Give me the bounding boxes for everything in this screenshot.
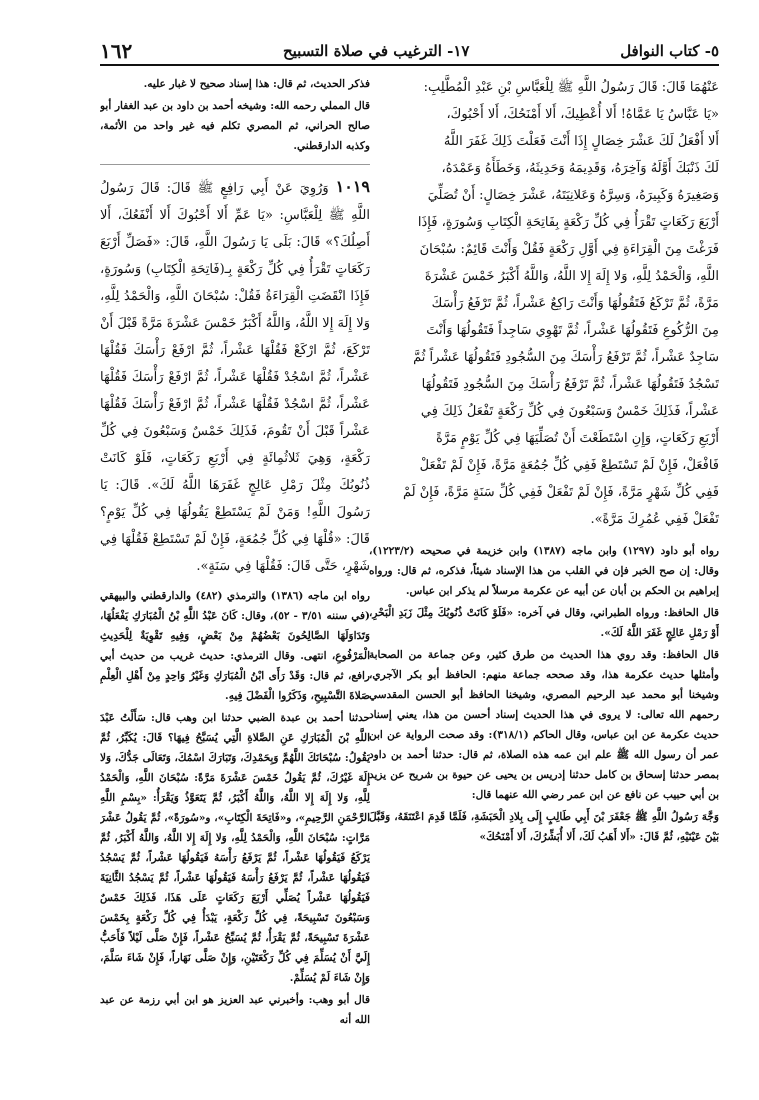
text-line: «يَا عَبَّاسُ يَا عَمَّاهُ! أَلا أُعْطِيكَ، أَلا أَمْنَحُكَ، أَلا أَحْبُوكَ، (446, 107, 719, 122)
text-line: عَشْراً، فَذَلِكَ خَمْسٌ وَسَبْعُونَ فِي كُلِّ رَكْعَةٍ تَفْعَلُ ذَلِكَ فِي (420, 404, 719, 419)
text-line: اللَّهِ، وَالْحَمْدُ لِلَّهِ، وَلا إِلَهَ إِلا اللَّهُ، وَاللَّهُ أَكْبَرُ خَمْسَ عَشْرَةَ (424, 269, 719, 284)
text-line: أَرْبَعَ رَكَعَاتٍ تَقْرَأُ فِي كُلِّ رَكْعَةٍ بِفَاتِحَةِ الْكِتَابِ وَسُورَةٍ، فَإِذَا (417, 215, 719, 230)
chapter-title: ١٧- الترغيب في صلاة التسبيح (282, 42, 470, 60)
footnote: قال المملي رحمه الله: وشيخه أحمد بن داود بن عبد الغفار أبو صالح الحراني، ثم المصري تكلم فيه غير واحد من الأئمة، وكذبه الدارقطني. (100, 100, 370, 152)
text-line: فَفِي كُلِّ شَهْرٍ مَرَّةً، فَإِنْ لَمْ تَفْعَلْ فَفِي كُلِّ سَنَةٍ مَرَّةً، فَإِنْ لَمْ (402, 485, 719, 500)
divider (100, 164, 370, 165)
text-line: مِنَ الرُّكُوعِ فَتَقُولُهَا عَشْراً، ثُمَّ تَهْوِي سَاجِداً فَتَقُولُهَا وَأَنْتَ (426, 323, 719, 338)
footnote: رواه ابن ماجه (١٣٨٦) والترمذي (٤٨٢) والدارقطني والبيهقي (في سننه ٣/٥١ - ٥٢)، وقال: كَانَ عَبْدُ اللَّهِ بْنُ الْمُبَارَكِ يَفْعَلُهَا، وَتَدَاوَلَهَا الصَّالِحُونَ بَعْضُهُمْ مِنْ بَعْضٍ، وَفِيهِ تَقْوِيَةٌ لِلْحَدِيثِ الْمَرْفُوعِ، انتهى. وقال الترمذي: حديث غريب من حديث أبي رافع، ثم قال: وَقَدْ رَأَى ابْنُ الْمُبَارَكِ وَغَيْرُ وَاحِدٍ مِنْ أَهْلِ الْعِلْمِ صَلاةَ التَّسْبِيحِ، وَذَكَرُوا الْفَضْلَ فِيهِ. (100, 590, 370, 702)
text-line: فَافْعَلْ، فَإِنْ لَمْ تَسْتَطِعْ فَفِي كُلِّ جُمُعَةٍ مَرَّةً، فَإِنْ لَمْ تَفْعَلْ (419, 458, 719, 473)
hadith-number: ١٠١٩ (335, 177, 370, 196)
text-line: وَصَغِيرَهُ وَكَبِيرَهُ، وَسِرَّهُ وَعَلانِيَتَهُ، عَشْرَ خِصَالٍ: أَنْ تُصَلِّيَ (427, 188, 719, 203)
text-line: عَنْهُمَا قَالَ: قَالَ رَسُولُ اللَّهِ ﷺ لِلْعَبَّاسِ بْنِ عَبْدِ الْمُطَّلِبِ: (423, 80, 719, 95)
right-column (369, 74, 719, 1084)
text-line: تَسْجُدُ فَتَقُولُهَا عَشْراً، ثُمَّ تَرْفَعُ رَأْسَكَ مِنَ السُّجُودِ فَتَقُولُهَا (421, 377, 719, 392)
page-header (100, 38, 719, 66)
footnote: حدثنا أحمد بن عبدة الضبي حدثنا ابن وهب قال: سَأَلْتُ عَبْدَ اللَّهِ بْنَ الْمُبَارَكِ عَنِ الصَّلاةِ الَّتِي يُسَبَّحُ فِيهَا؟ قَالَ: يُكَبِّرُ، ثُمَّ يَقُولُ: سُبْحَانَكَ اللَّهُمَّ وَبِحَمْدِكَ، وَتَبَارَكَ اسْمُكَ، وَتَعَالَى جَدُّكَ، وَلا إِلَهَ غَيْرُكَ، ثُمَّ يَقُولُ خَمْسَ عَشْرَةَ مَرَّةً: سُبْحَانَ اللَّهِ، وَالْحَمْدُ لِلَّهِ، وَلا إِلَهَ إِلا اللَّهُ، وَاللَّهُ أَكْبَرُ، ثُمَّ يَتَعَوَّذُ وَيَقْرَأُ: «بِسْمِ اللَّهِ الرَّحْمَنِ الرَّحِيمِ»، و«فَاتِحَةَ الْكِتَابِ»، و«سُورَةً»، ثُمَّ يَقُولُ عَشْرَ مَرَّاتٍ: سُبْحَانَ اللَّهِ، وَالْحَمْدُ لِلَّهِ، وَلا إِلَهَ إِلا اللَّهُ، وَاللَّهُ أَكْبَرُ، ثُمَّ يَرْكَعُ فَيَقُولُهَا عَشْراً، ثُمَّ يَرْفَعُ رَأْسَهُ فَيَقُولُهَا عَشْراً، ثُمَّ يَسْجُدُ فَيَقُولُهَا عَشْراً، ثُمَّ يَرْفَعُ رَأْسَهُ فَيَقُولُهَا عَشْراً، ثُمَّ يَسْجُدُ الثَّانِيَةَ فَيَقُولُهَا عَشْراً يُصَلِّي أَرْبَعَ رَكَعَاتٍ عَلَى هَذَا، فَذَلِكَ خَمْسٌ وَسَبْعُونَ تَسْبِيحَةً، فِي كُلِّ رَكْعَةٍ، يَبْدَأُ فِي كُلِّ رَكْعَةٍ بِخَمْسَ عَشْرَةَ تَسْبِيحَةً، ثُمَّ يَقْرَأُ، ثُمَّ يُسَبِّحُ عَشْراً، فَإِنْ صَلَّى لَيْلاً فَأَحَبُّ إِلَيَّ أَنْ يُسَلِّمَ فِي كُلِّ رَكْعَتَيْنِ، وَإِنْ صَلَّى نَهَاراً، فَإِنْ شَاءَ سَلَّمَ، وَإِنْ شَاءَ لَمْ يُسَلِّمْ. (100, 712, 370, 984)
hadith-paragraph (100, 173, 370, 580)
hadith-text (369, 74, 719, 533)
left-column (100, 74, 370, 1084)
footnote: قال الحافظ: وقد روي هذا الحديث من طرق كثير، وعن جماعة من الصحابة وأمثلها حديث عكرمة هذا، وقد صححه جماعة منهم: الحافظ أبو بكر الآجري، وشيخنا أبو محمد عبد الرحيم المصري، وشيخنا الحافظ أبو الحسن المقدسي رحمهم الله تعالى: لا يروى في هذا الحديث إسناد أحسن من هذا، يعني إسناد حديث عكرمة عن ابن عباس، وقال الحاكم (٣١٨/١): وقد صحت الرواية عن ابن عمر أن رسول الله ﷺ علم ابن عمه هذه الصلاة، ثم قال: حدثنا أحمد بن داود بمصر حدثنا إسحاق بن كامل حدثنا إدريس بن يحيى عن حيوة بن شريح عن يزيد بن أبي حبيب عن نافع عن ابن عمر رضي الله عنهما قال: (369, 649, 719, 801)
text-line: أَلا أَفْعَلُ لَكَ عَشْرَ خِصَالٍ إِذَا أَنْتَ فَعَلْتَ ذَلِكَ غَفَرَ اللَّهُ (443, 134, 719, 149)
footnote: قال أبو وهب: وأخبرني عبد العزيز هو ابن أبي رزمة عن عبد الله أنه (100, 994, 370, 1026)
hadith-text: وَرُوِيَ عَنْ أَبِي رَافِعٍ ﷺ قَالَ: قَالَ رَسُولُ اللَّهِ ﷺ لِلْعَبَّاسِ: «يَا عَمِّ أَلا أَحْبُوكَ أَلا أَنْفَعُكَ، أَلا أَصِلُكَ؟» قَالَ: بَلَى يَا رَسُولَ اللَّهِ، قَالَ: «فَصَلِّ أَرْبَعَ رَكَعَاتٍ تَقْرَأُ فِي كُلِّ رَكْعَةٍ بِـ(فَاتِحَةِ الْكِتَابِ) وَسُورَةٍ، فَإِذَا انْقَضَتِ الْقِرَاءَةُ فَقُلْ: سُبْحَانَ اللَّهِ، وَالْحَمْدُ لِلَّهِ، وَلا إِلَهَ إِلا اللَّهُ، وَاللَّهُ أَكْبَرُ خَمْسَ عَشْرَةَ مَرَّةً قَبْلَ أَنْ تَرْكَعَ، ثُمَّ ارْكَعْ فَقُلْهَا عَشْراً، ثُمَّ ارْفَعْ رَأْسَكَ فَقُلْهَا عَشْراً، ثُمَّ اسْجُدْ فَقُلْهَا عَشْراً، ثُمَّ ارْفَعْ رَأْسَكَ فَقُلْهَا عَشْراً، ثُمَّ اسْجُدْ فَقُلْهَا عَشْراً، ثُمَّ ارْفَعْ رَأْسَكَ فَقُلْهَا عَشْراً قَبْلَ أَنْ تَقُومَ، فَذَلِكَ خَمْسٌ وَسَبْعُونَ فِي كُلِّ رَكْعَةٍ، وَهِيَ ثَلاثُمِائَةٍ فِي أَرْبَعِ رَكَعَاتٍ، فَلَوْ كَانَتْ ذُنُوبُكَ مِثْلَ رَمْلِ عَالِجٍ غَفَرَهَا اللَّهُ لَكَ». قَالَ: يَا رَسُولَ اللَّهِ! وَمَنْ لَمْ يَسْتَطِعْ يَقُولُهَا فِي كُلِّ يَوْمٍ؟ قَالَ: «قُلْهَا فِي كُلِّ جُمُعَةٍ، فَإِنْ لَمْ تَسْتَطِعْ فَقُلْهَا فِي شَهْرٍ، حَتَّى قَالَ: فَقُلْهَا فِي سَنَةٍ». (100, 181, 370, 574)
text-line: سَاجِدٌ عَشْراً، ثُمَّ تَرْفَعُ رَأْسَكَ مِنَ السُّجُودِ فَتَقُولُهَا عَشْراً ثُمَّ (413, 350, 719, 365)
text-line: أَرْبَعِ رَكَعَاتٍ، وَإِنِ اسْتَطَعْتَ أَنْ تُصَلِّيَهَا فِي كُلِّ يَوْمٍ مَرَّةً (436, 431, 719, 446)
footnote: رواه أبو داود (١٢٩٧) وابن ماجه (١٣٨٧) وابن خزيمة في صحيحه (١٢٢٣/٢)، وقال: إن صح الخبر فإن في القلب من هذا الإسناد شيئاً، فذكره، ثم قال: ورواه إبراهيم بن الحكم بن أبان عن أبيه عن عكرمة مرسلاً لم يذكر ابن عباس. (369, 545, 719, 597)
text-line: مَرَّةً، ثُمَّ تَرْكَعُ فَتَقُولُهَا وَأَنْتَ رَاكِعٌ عَشْراً، ثُمَّ تَرْفَعُ رَأْسَكَ (431, 296, 719, 311)
text-line: تَفْعَلْ فَفِي عُمُرِكَ مَرَّةً». (590, 512, 719, 527)
footnote: فذكر الحديث، ثم قال: هذا إسناد صحيح لا غبار عليه. (143, 78, 370, 90)
page-number: ١٦٢ (100, 39, 133, 63)
text-line: فَرَغْتَ مِنَ الْقِرَاءَةِ فِي أَوَّلِ رَكْعَةٍ فَقُلْ وَأَنْتَ قَائِمٌ: سُبْحَانَ (419, 242, 719, 257)
section-title: ٥- كتاب النوافل (620, 42, 719, 60)
footnote: قال الحافظ: ورواه الطبراني، وقال في آخره: «فَلَوْ كَانَتْ ذُنُوبُكَ مِثْلَ زَبَدِ الْبَحْرِ، أَوْ رَمْلِ عَالِجٍ غَفَرَ اللَّهُ لَكَ». (369, 607, 719, 639)
footnote: وَجَّهَ رَسُولُ اللَّهِ ﷺ جَعْفَرَ بْنَ أَبِي طَالِبٍ إِلَى بِلادِ الْحَبَشَةِ، فَلَمَّا قَدِمَ اعْتَنَقَهُ، وَقَبَّلَ بَيْنَ عَيْنَيْهِ، ثُمَّ قَالَ: «أَلا أَهَبُ لَكَ، أَلا أُبَشِّرُكَ، أَلا أَمْنَحُكَ» (369, 811, 719, 843)
text-line: لَكَ ذَنْبَكَ أَوَّلَهُ وَآخِرَهُ، وَقَدِيمَهُ وَحَدِيثَهُ، وَخَطَأَهُ وَعَمْدَهُ، (441, 161, 719, 176)
